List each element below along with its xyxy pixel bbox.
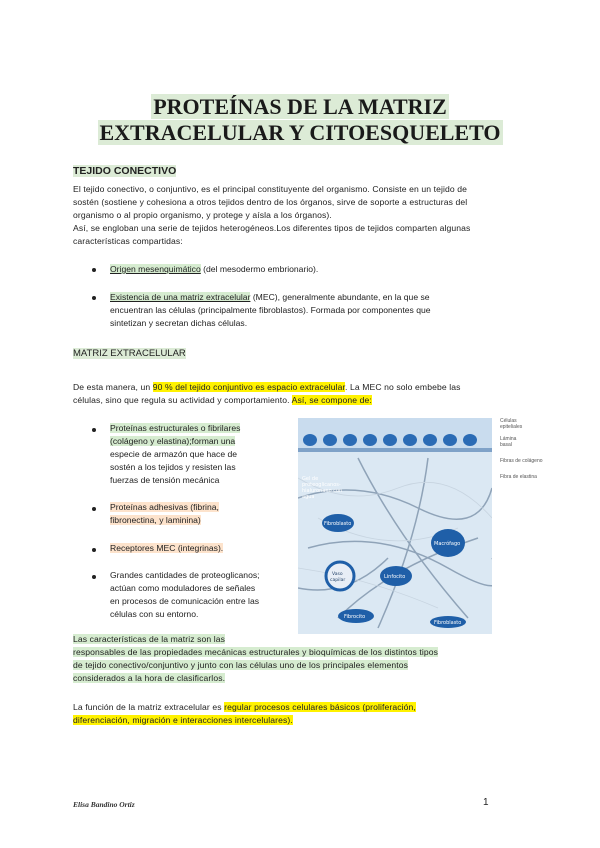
fig-label-vaso: Vaso: [332, 572, 343, 577]
mec-figure: [298, 418, 492, 634]
fig-label-gel2: proteoglicanos-: [302, 482, 341, 488]
mec-diagram: [298, 418, 492, 634]
section-heading-tejido-conectivo: TEJIDO CONECTIVO: [73, 165, 177, 177]
fig-label-colageno: Fibras de colágeno: [500, 458, 543, 464]
fig-label-gel4: agua: [302, 494, 315, 500]
function-paragraph: La función de la matriz extracelular es regular procesos celulares básicos (proliferación, diferenciación, migración e interacciones intercelulares).: [73, 702, 416, 725]
bullet-receptores: Receptores MEC (integrinas).: [110, 543, 224, 553]
bullet-dot: [92, 428, 96, 432]
fig-label-fibroblasto2: Fibroblasto: [434, 620, 462, 626]
footer-author: Elisa Bandino Ortiz: [73, 800, 135, 809]
fig-label-fibrocito: Fibrocito: [344, 614, 366, 620]
bullet-dot: [92, 296, 96, 300]
bullet-dot: [92, 268, 96, 272]
bullet-matriz: Existencia de una matriz extracelular (MEC), generalmente abundante, en la que se encuentran las células (principalmente fibroblastos). Formada por componentes que sintetizan y secretan dichas células.: [110, 292, 431, 328]
bullet-proteinas-estructurales: Proteínas estructurales o fibrilares (colágeno y elastina);forman una especie de armazón que hace de sostén a los tejidos y resisten las fuerzas de tensión mecánica: [110, 423, 241, 485]
fig-label-linfocito: Linfocito: [384, 574, 406, 580]
bullet-dot: [92, 507, 96, 511]
section2-intro: De esta manera, un 90 % del tejido conjuntivo es espacio extracelular. La MEC no solo embebe las células, sino que regula su actividad y comportamiento. Así, se compone de:: [73, 382, 461, 405]
page-number: 1: [483, 797, 489, 808]
bullet-dot: [92, 548, 96, 552]
fig-label-capilar: capilar: [330, 578, 346, 583]
fig-label-lamina: Lámina basal: [500, 436, 517, 448]
title-line-1: PROTEÍNAS DE LA MATRIZ: [153, 94, 447, 119]
fig-label-macrofago: Macrófago: [434, 541, 461, 547]
fig-label-celulas: Células epiteliales: [500, 418, 523, 430]
fig-label-gel3: hialuronano con: [302, 488, 343, 494]
bullet-proteoglicanos: Grandes cantidades de proteoglicanos; actúan como moduladores de señales en procesos de comunicación entre las células con su entorno.: [110, 570, 260, 619]
characteristics-paragraph: Las características de la matriz son las responsables de las propiedades mecánicas estructurales y bioquímicas de los distintos tipos de tejido conectivo/conjuntivo y junto con las células uno de los principales elementos considerados a la hora de clasificarlos.: [73, 634, 439, 683]
bullet-dot: [92, 575, 96, 579]
fig-label-elastina: Fibra de elastina: [500, 474, 537, 480]
fig-label-fibroblasto: Fibroblasto: [324, 521, 352, 527]
section1-paragraph: El tejido conectivo, o conjuntivo, es el principal constituyente del organismo. Consiste en un tejido de sostén (sostiene y cohesiona a otros tejidos dentro de los órganos, sirve de soporte a estructuras del organismo o al propio organismo, y protege y aísla a los órganos). Así, se engloban una serie de tejidos heterogéneos.Los diferentes tipos de tejidos comparten algunas características compartidas:: [73, 184, 471, 246]
section-heading-matriz: MATRIZ EXTRACELULAR: [73, 348, 186, 359]
bullet-proteinas-adhesivas: Proteínas adhesivas (fibrina, fibronectina, y laminina): [110, 502, 219, 525]
title-line-2: EXTRACELULAR Y CITOESQUELETO: [99, 120, 501, 145]
bullet-origen: Origen mesenquimático (del mesodermo embrionario).: [110, 264, 319, 274]
fig-label-gel: Gel de: [302, 476, 319, 482]
